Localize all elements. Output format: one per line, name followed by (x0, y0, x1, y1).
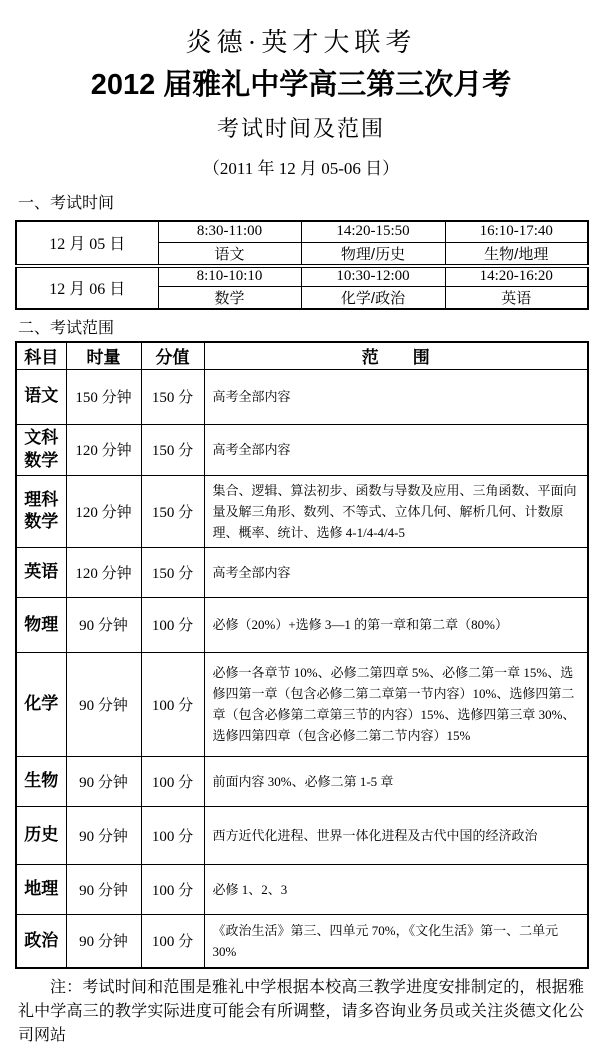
range-cell: 前面内容 30%、必修二第 1-5 章 (204, 756, 588, 806)
subject-cell: 语文 (158, 242, 301, 266)
subject-cell: 历史 (16, 806, 66, 864)
score-cell: 150 分 (141, 547, 204, 597)
table-row (16, 914, 588, 968)
table-row (16, 221, 588, 242)
table-row (16, 756, 588, 806)
subject-cell: 物理/历史 (301, 242, 445, 266)
score-cell: 100 分 (141, 914, 204, 968)
score-cell: 100 分 (141, 806, 204, 864)
section-heading-exam-time: 一、考试时间 (18, 195, 115, 212)
subject-cell: 文科数学 (16, 424, 66, 475)
range-cell: 必修 1、2、3 (204, 864, 588, 914)
column-header-duration: 时量 (66, 342, 141, 369)
range-cell: 高考全部内容 (204, 369, 588, 424)
range-cell: 西方近代化进程、世界一体化进程及古代中国的经济政治 (204, 806, 588, 864)
footnote: 注：考试时间和范围是雅礼中学根据本校高三教学进度安排制定的，根据雅礼中学高三的教学实际进度可能会有所调整，请多咨询业务员或关注炎德文化公司网站 (18, 979, 584, 1045)
duration-cell: 90 分钟 (66, 652, 141, 756)
range-cell: 必修一各章节 10%、必修二第四章 5%、必修二第一章 15%、选修四第一章（包含必修二第二章第一节内容）10%、选修四第二章（包含必修第二章第三节的内容）15%、选修四第三章 30%、选修四第四章（包含必修二第二节内容）15% (204, 652, 588, 756)
duration-cell: 120 分钟 (66, 547, 141, 597)
duration-cell: 90 分钟 (66, 756, 141, 806)
exam-schedule-table (15, 220, 589, 310)
subject-cell: 生物 (16, 756, 66, 806)
time-cell: 8:30-11:00 (158, 221, 301, 242)
subject-cell: 化学/政治 (301, 287, 445, 310)
subject-cell: 物理 (16, 597, 66, 652)
table-row (16, 864, 588, 914)
column-header-score: 分值 (141, 342, 204, 369)
column-header-range: 范 围 (204, 342, 588, 369)
subject-cell: 数学 (158, 287, 301, 310)
score-cell: 150 分 (141, 424, 204, 475)
time-cell: 14:20-15:50 (301, 221, 445, 242)
page-subtitle: 考试时间及范围 (216, 116, 385, 141)
duration-cell: 90 分钟 (66, 806, 141, 864)
table-row (16, 547, 588, 597)
subject-cell: 语文 (16, 369, 66, 424)
score-cell: 150 分 (141, 475, 204, 547)
subject-cell: 英语 (445, 287, 588, 310)
column-header-subject: 科目 (16, 342, 66, 369)
table-row (16, 424, 588, 475)
page-title: 2012 届雅礼中学高三第三次月考 (90, 69, 512, 101)
subject-cell: 英语 (16, 547, 66, 597)
duration-cell: 120 分钟 (66, 475, 141, 547)
date-cell-day1: 12 月 05 日 (16, 221, 158, 266)
table-row (16, 266, 588, 287)
subject-cell: 政治 (16, 914, 66, 968)
range-cell: 高考全部内容 (204, 547, 588, 597)
subject-cell: 理科数学 (16, 475, 66, 547)
time-cell: 16:10-17:40 (445, 221, 588, 242)
duration-cell: 90 分钟 (66, 597, 141, 652)
range-cell: 集合、逻辑、算法初步、函数与导数及应用、三角函数、平面向量及解三角形、数列、不等式、立体几何、解析几何、计数原理、概率、统计、选修 4-1/4-4/4-5 (204, 475, 588, 547)
score-cell: 100 分 (141, 652, 204, 756)
time-cell: 14:20-16:20 (445, 266, 588, 287)
time-cell: 10:30-12:00 (301, 266, 445, 287)
score-cell: 100 分 (141, 756, 204, 806)
duration-cell: 120 分钟 (66, 424, 141, 475)
duration-cell: 90 分钟 (66, 914, 141, 968)
table-row (16, 652, 588, 756)
time-cell: 8:10-10:10 (158, 266, 301, 287)
subject-cell: 生物/地理 (445, 242, 588, 266)
subject-cell: 化学 (16, 652, 66, 756)
score-cell: 150 分 (141, 369, 204, 424)
score-cell: 100 分 (141, 597, 204, 652)
duration-cell: 90 分钟 (66, 864, 141, 914)
subject-cell: 地理 (16, 864, 66, 914)
section-heading-exam-scope: 二、考试范围 (18, 320, 115, 337)
date-cell-day2: 12 月 06 日 (16, 266, 158, 310)
range-cell: 《政治生活》第三、四单元 70%，《文化生活》第一、二单元 30% (204, 914, 588, 968)
table-row (16, 597, 588, 652)
range-cell: 高考全部内容 (204, 424, 588, 475)
table-row (16, 475, 588, 547)
brand-title: 炎德·英才大联考 (185, 28, 417, 57)
score-cell: 100 分 (141, 864, 204, 914)
table-header-row (16, 342, 588, 369)
duration-cell: 150 分钟 (66, 369, 141, 424)
exam-scope-table (15, 341, 589, 969)
table-row (16, 369, 588, 424)
exam-date-line: （2011 年 12 月 05-06 日） (202, 159, 400, 178)
range-cell: 必修（20%）+选修 3—1 的第一章和第二章（80%） (204, 597, 588, 652)
table-row (16, 806, 588, 864)
